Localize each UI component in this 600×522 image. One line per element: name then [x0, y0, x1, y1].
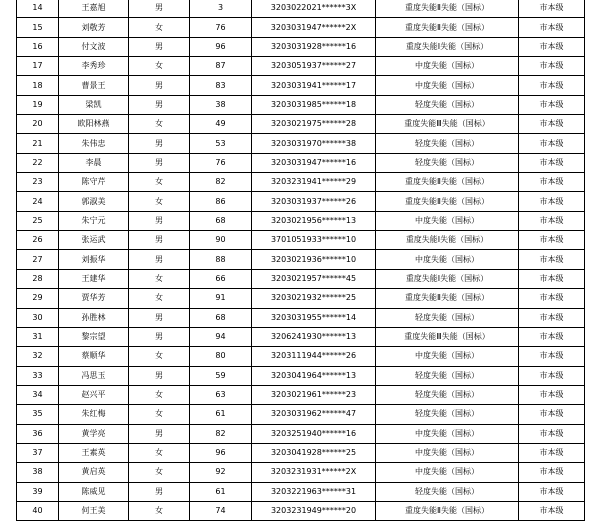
name-cell: 王嘉旭	[59, 0, 129, 18]
age-cell: 96	[190, 37, 252, 56]
table-row	[17, 192, 585, 211]
id-number-cell: 3203031947******2X	[252, 18, 376, 37]
age-cell: 91	[190, 289, 252, 308]
id-number-cell: 3203031947******16	[252, 153, 376, 172]
name-cell: 欧阳林燕	[59, 115, 129, 134]
jurisdiction-cell: 市本级	[519, 405, 585, 424]
age-cell: 59	[190, 366, 252, 385]
disability-level-cell: 轻度失能（国标）	[376, 308, 519, 327]
disability-level-cell: 中度失能（国标）	[376, 57, 519, 76]
row-number-cell: 32	[17, 347, 59, 366]
disability-level-cell: 轻度失能（国标）	[376, 134, 519, 153]
gender-cell: 男	[129, 250, 190, 269]
disability-level-cell: 重度失能Ⅲ失能（国标）	[376, 115, 519, 134]
disability-level-cell: 轻度失能（国标）	[376, 95, 519, 114]
id-number-cell: 3203031928******16	[252, 37, 376, 56]
id-number-cell: 3203031970******38	[252, 134, 376, 153]
jurisdiction-cell: 市本级	[519, 231, 585, 250]
age-cell: 96	[190, 443, 252, 462]
row-number-cell: 31	[17, 327, 59, 346]
gender-cell: 男	[129, 211, 190, 230]
id-number-cell: 3203021975******28	[252, 115, 376, 134]
jurisdiction-cell: 市本级	[519, 115, 585, 134]
disability-level-cell: 重度失能Ⅱ失能（国标）	[376, 0, 519, 18]
id-number-cell: 3203031955******14	[252, 308, 376, 327]
disability-level-cell: 轻度失能（国标）	[376, 153, 519, 172]
name-cell: 郭淑美	[59, 192, 129, 211]
disability-level-cell: 轻度失能（国标）	[376, 385, 519, 404]
disability-level-cell: 轻度失能（国标）	[376, 405, 519, 424]
disability-level-cell: 中度失能（国标）	[376, 76, 519, 95]
id-number-cell: 3203031941******17	[252, 76, 376, 95]
gender-cell: 男	[129, 231, 190, 250]
table-row	[17, 385, 585, 404]
table-row	[17, 482, 585, 501]
gender-cell: 男	[129, 76, 190, 95]
row-number-cell: 21	[17, 134, 59, 153]
id-number-cell: 3203251940******16	[252, 424, 376, 443]
name-cell: 王建华	[59, 269, 129, 288]
id-number-cell: 3206241930******13	[252, 327, 376, 346]
table-body	[17, 0, 585, 521]
disability-level-cell: 重度失能Ⅱ失能（国标）	[376, 501, 519, 520]
row-number-cell: 37	[17, 443, 59, 462]
gender-cell: 女	[129, 115, 190, 134]
age-cell: 94	[190, 327, 252, 346]
gender-cell: 男	[129, 153, 190, 172]
name-cell: 贾华芳	[59, 289, 129, 308]
name-cell: 黄学亮	[59, 424, 129, 443]
id-number-cell: 3203021932******25	[252, 289, 376, 308]
age-cell: 83	[190, 76, 252, 95]
row-number-cell: 40	[17, 501, 59, 520]
age-cell: 61	[190, 405, 252, 424]
name-cell: 李秀珍	[59, 57, 129, 76]
age-cell: 74	[190, 501, 252, 520]
table-row	[17, 211, 585, 230]
id-number-cell: 3203021956******13	[252, 211, 376, 230]
id-number-cell: 3203021936******10	[252, 250, 376, 269]
table-row	[17, 366, 585, 385]
gender-cell: 女	[129, 501, 190, 520]
name-cell: 王素英	[59, 443, 129, 462]
disability-level-cell: 重度失能Ⅱ失能（国标）	[376, 18, 519, 37]
table-row	[17, 347, 585, 366]
disability-level-cell: 重度失能Ⅲ失能（国标）	[376, 327, 519, 346]
gender-cell: 男	[129, 37, 190, 56]
gender-cell: 女	[129, 18, 190, 37]
disability-level-cell: 重度失能Ⅱ失能（国标）	[376, 173, 519, 192]
table-row	[17, 250, 585, 269]
id-number-cell: 3203021961******23	[252, 385, 376, 404]
jurisdiction-cell: 市本级	[519, 385, 585, 404]
id-number-cell: 3203031985******18	[252, 95, 376, 114]
gender-cell: 女	[129, 269, 190, 288]
gender-cell: 男	[129, 0, 190, 18]
jurisdiction-cell: 市本级	[519, 424, 585, 443]
table-row	[17, 269, 585, 288]
row-number-cell: 35	[17, 405, 59, 424]
name-cell: 刘振华	[59, 250, 129, 269]
row-number-cell: 25	[17, 211, 59, 230]
disability-level-cell: 中度失能（国标）	[376, 443, 519, 462]
row-number-cell: 39	[17, 482, 59, 501]
jurisdiction-cell: 市本级	[519, 366, 585, 385]
name-cell: 李晨	[59, 153, 129, 172]
name-cell: 陈威见	[59, 482, 129, 501]
id-number-cell: 3203022021******3X	[252, 0, 376, 18]
age-cell: 63	[190, 385, 252, 404]
row-number-cell: 15	[17, 18, 59, 37]
gender-cell: 女	[129, 57, 190, 76]
row-number-cell: 20	[17, 115, 59, 134]
name-cell: 蔡顺华	[59, 347, 129, 366]
name-cell: 赵兴平	[59, 385, 129, 404]
disability-level-cell: 重度失能Ⅱ失能（国标）	[376, 289, 519, 308]
row-number-cell: 36	[17, 424, 59, 443]
jurisdiction-cell: 市本级	[519, 482, 585, 501]
row-number-cell: 38	[17, 463, 59, 482]
gender-cell: 男	[129, 95, 190, 114]
table-row	[17, 308, 585, 327]
row-number-cell: 17	[17, 57, 59, 76]
jurisdiction-cell: 市本级	[519, 501, 585, 520]
age-cell: 3	[190, 0, 252, 18]
id-number-cell: 3203111944******26	[252, 347, 376, 366]
row-number-cell: 14	[17, 0, 59, 18]
name-cell: 朱红梅	[59, 405, 129, 424]
table-row	[17, 405, 585, 424]
age-cell: 92	[190, 463, 252, 482]
row-number-cell: 19	[17, 95, 59, 114]
jurisdiction-cell: 市本级	[519, 308, 585, 327]
disability-list-table	[16, 0, 585, 521]
jurisdiction-cell: 市本级	[519, 18, 585, 37]
row-number-cell: 33	[17, 366, 59, 385]
table-row	[17, 289, 585, 308]
table-row	[17, 424, 585, 443]
gender-cell: 女	[129, 385, 190, 404]
name-cell: 陈守芹	[59, 173, 129, 192]
id-number-cell: 3203041928******25	[252, 443, 376, 462]
row-number-cell: 16	[17, 37, 59, 56]
disability-level-cell: 中度失能（国标）	[376, 347, 519, 366]
jurisdiction-cell: 市本级	[519, 250, 585, 269]
table-row	[17, 231, 585, 250]
jurisdiction-cell: 市本级	[519, 269, 585, 288]
name-cell: 付文波	[59, 37, 129, 56]
disability-level-cell: 重度失能Ⅱ失能（国标）	[376, 192, 519, 211]
jurisdiction-cell: 市本级	[519, 37, 585, 56]
disability-level-cell: 中度失能（国标）	[376, 250, 519, 269]
name-cell: 冯思玉	[59, 366, 129, 385]
name-cell: 黎宗望	[59, 327, 129, 346]
table-row	[17, 173, 585, 192]
table-row	[17, 57, 585, 76]
jurisdiction-cell: 市本级	[519, 95, 585, 114]
age-cell: 66	[190, 269, 252, 288]
disability-level-cell: 中度失能（国标）	[376, 463, 519, 482]
id-number-cell: 3701051933******10	[252, 231, 376, 250]
id-number-cell: 3203231949******20	[252, 501, 376, 520]
name-cell: 朱宁元	[59, 211, 129, 230]
age-cell: 86	[190, 192, 252, 211]
gender-cell: 男	[129, 366, 190, 385]
name-cell: 黄启英	[59, 463, 129, 482]
table-row	[17, 463, 585, 482]
age-cell: 80	[190, 347, 252, 366]
disability-level-cell: 轻度失能（国标）	[376, 482, 519, 501]
row-number-cell: 22	[17, 153, 59, 172]
age-cell: 82	[190, 173, 252, 192]
row-number-cell: 28	[17, 269, 59, 288]
jurisdiction-cell: 市本级	[519, 192, 585, 211]
table-row	[17, 115, 585, 134]
id-number-cell: 3203031962******47	[252, 405, 376, 424]
age-cell: 82	[190, 424, 252, 443]
age-cell: 68	[190, 211, 252, 230]
jurisdiction-cell: 市本级	[519, 347, 585, 366]
jurisdiction-cell: 市本级	[519, 173, 585, 192]
jurisdiction-cell: 市本级	[519, 463, 585, 482]
table-row	[17, 18, 585, 37]
disability-level-cell: 重度失能Ⅰ失能（国标）	[376, 269, 519, 288]
jurisdiction-cell: 市本级	[519, 0, 585, 18]
gender-cell: 女	[129, 347, 190, 366]
table-row	[17, 37, 585, 56]
gender-cell: 女	[129, 463, 190, 482]
row-number-cell: 24	[17, 192, 59, 211]
row-number-cell: 30	[17, 308, 59, 327]
age-cell: 76	[190, 153, 252, 172]
table-row	[17, 76, 585, 95]
jurisdiction-cell: 市本级	[519, 153, 585, 172]
id-number-cell: 3203221963******31	[252, 482, 376, 501]
gender-cell: 男	[129, 308, 190, 327]
gender-cell: 男	[129, 134, 190, 153]
age-cell: 87	[190, 57, 252, 76]
row-number-cell: 26	[17, 231, 59, 250]
age-cell: 61	[190, 482, 252, 501]
row-number-cell: 34	[17, 385, 59, 404]
name-cell: 曹景王	[59, 76, 129, 95]
gender-cell: 男	[129, 482, 190, 501]
gender-cell: 女	[129, 192, 190, 211]
disability-level-cell: 重度失能Ⅰ失能（国标）	[376, 231, 519, 250]
name-cell: 梁凯	[59, 95, 129, 114]
gender-cell: 女	[129, 405, 190, 424]
id-number-cell: 3203021957******45	[252, 269, 376, 288]
id-number-cell: 3203231941******29	[252, 173, 376, 192]
table-row	[17, 134, 585, 153]
age-cell: 53	[190, 134, 252, 153]
age-cell: 49	[190, 115, 252, 134]
name-cell: 孙胜林	[59, 308, 129, 327]
gender-cell: 男	[129, 424, 190, 443]
id-number-cell: 3203031937******26	[252, 192, 376, 211]
gender-cell: 男	[129, 327, 190, 346]
row-number-cell: 23	[17, 173, 59, 192]
jurisdiction-cell: 市本级	[519, 134, 585, 153]
age-cell: 76	[190, 18, 252, 37]
gender-cell: 女	[129, 443, 190, 462]
age-cell: 38	[190, 95, 252, 114]
table-row	[17, 327, 585, 346]
row-number-cell: 18	[17, 76, 59, 95]
jurisdiction-cell: 市本级	[519, 327, 585, 346]
id-number-cell: 3203051937******27	[252, 57, 376, 76]
age-cell: 88	[190, 250, 252, 269]
id-number-cell: 3203041964******13	[252, 366, 376, 385]
name-cell: 张运武	[59, 231, 129, 250]
disability-level-cell: 中度失能（国标）	[376, 211, 519, 230]
table-row	[17, 0, 585, 18]
age-cell: 90	[190, 231, 252, 250]
table-row	[17, 153, 585, 172]
gender-cell: 女	[129, 289, 190, 308]
jurisdiction-cell: 市本级	[519, 289, 585, 308]
disability-level-cell: 轻度失能（国标）	[376, 366, 519, 385]
name-cell: 何王美	[59, 501, 129, 520]
table-row	[17, 95, 585, 114]
disability-level-cell: 重度失能Ⅰ失能（国标）	[376, 37, 519, 56]
table-row	[17, 443, 585, 462]
gender-cell: 女	[129, 173, 190, 192]
jurisdiction-cell: 市本级	[519, 443, 585, 462]
jurisdiction-cell: 市本级	[519, 57, 585, 76]
jurisdiction-cell: 市本级	[519, 211, 585, 230]
age-cell: 68	[190, 308, 252, 327]
id-number-cell: 3203231931******2X	[252, 463, 376, 482]
row-number-cell: 29	[17, 289, 59, 308]
name-cell: 刘敬芳	[59, 18, 129, 37]
name-cell: 朱伟忠	[59, 134, 129, 153]
table-row	[17, 501, 585, 520]
row-number-cell: 27	[17, 250, 59, 269]
jurisdiction-cell: 市本级	[519, 76, 585, 95]
disability-level-cell: 中度失能（国标）	[376, 424, 519, 443]
